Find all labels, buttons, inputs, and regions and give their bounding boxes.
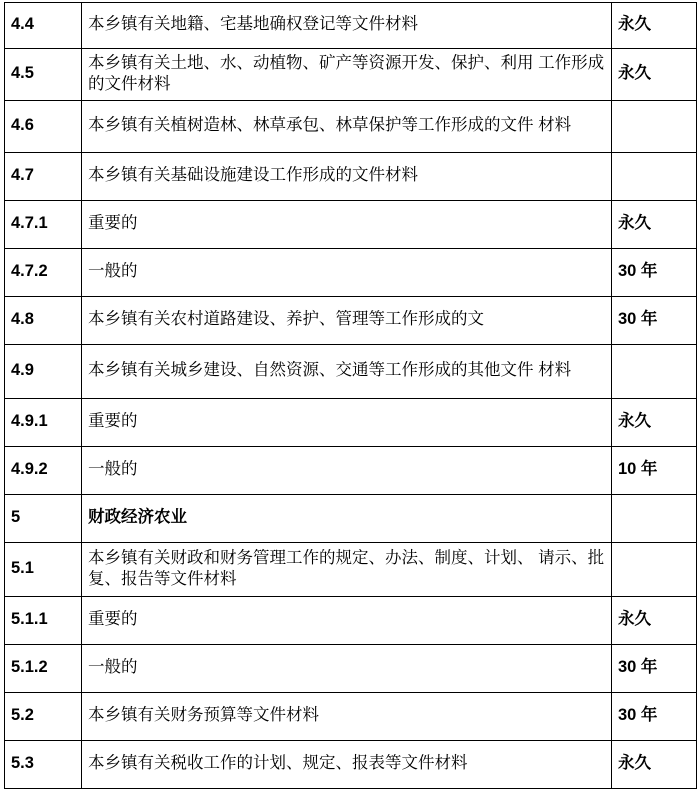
row-code-cell: 4.9.1 — [5, 399, 82, 447]
row-retention-cell: 永久 — [612, 597, 697, 645]
row-description-cell: 一般的 — [82, 645, 612, 693]
table-row — [5, 201, 697, 249]
row-description-cell: 本乡镇有关植树造林、林草承包、林草保护等工作形成的文件 材料 — [82, 101, 612, 153]
row-retention-cell: 永久 — [612, 741, 697, 789]
row-code-cell: 5.1.2 — [5, 645, 82, 693]
row-retention-cell — [612, 153, 697, 201]
row-code-cell: 5.1 — [5, 543, 82, 597]
row-code-cell: 5.3 — [5, 741, 82, 789]
row-retention-cell: 永久 — [612, 3, 697, 49]
row-code-cell: 4.6 — [5, 101, 82, 153]
row-retention-cell — [612, 345, 697, 399]
row-retention-cell: 30 年 — [612, 693, 697, 741]
table-body — [5, 3, 697, 789]
row-description-cell: 本乡镇有关税收工作的计划、规定、报表等文件材料 — [82, 741, 612, 789]
row-code-cell: 4.8 — [5, 297, 82, 345]
row-retention-cell: 10 年 — [612, 447, 697, 495]
row-retention-cell — [612, 495, 697, 543]
row-description-cell: 财政经济农业 — [82, 495, 612, 543]
row-retention-cell: 30 年 — [612, 645, 697, 693]
row-code-cell: 4.5 — [5, 49, 82, 101]
row-retention-cell: 30 年 — [612, 249, 697, 297]
row-description-cell: 重要的 — [82, 399, 612, 447]
row-description-cell: 一般的 — [82, 249, 612, 297]
row-code-cell: 4.9.2 — [5, 447, 82, 495]
row-description-cell: 重要的 — [82, 201, 612, 249]
row-description-cell: 本乡镇有关农村道路建设、养护、管理等工作形成的文 — [82, 297, 612, 345]
table-row — [5, 297, 697, 345]
row-retention-cell — [612, 101, 697, 153]
row-code-cell: 4.9 — [5, 345, 82, 399]
row-retention-cell: 永久 — [612, 49, 697, 101]
row-description-cell: 一般的 — [82, 447, 612, 495]
table-row — [5, 49, 697, 101]
table-row — [5, 495, 697, 543]
table-row — [5, 543, 697, 597]
row-description-cell: 本乡镇有关基础设施建设工作形成的文件材料 — [82, 153, 612, 201]
row-retention-cell: 30 年 — [612, 297, 697, 345]
table-row — [5, 645, 697, 693]
row-code-cell: 5.2 — [5, 693, 82, 741]
row-retention-cell: 永久 — [612, 399, 697, 447]
table-row — [5, 693, 697, 741]
row-description-cell: 本乡镇有关财务预算等文件材料 — [82, 693, 612, 741]
row-description-cell: 重要的 — [82, 597, 612, 645]
row-code-cell: 4.7.1 — [5, 201, 82, 249]
row-description-cell: 本乡镇有关土地、水、动植物、矿产等资源开发、保护、利用 工作形成的文件材料 — [82, 49, 612, 101]
row-code-cell: 4.7 — [5, 153, 82, 201]
table-row — [5, 597, 697, 645]
row-retention-cell — [612, 543, 697, 597]
table-row — [5, 101, 697, 153]
row-code-cell: 4.7.2 — [5, 249, 82, 297]
table-row — [5, 345, 697, 399]
table-row — [5, 153, 697, 201]
row-code-cell: 5 — [5, 495, 82, 543]
retention-schedule-table — [4, 2, 697, 789]
row-retention-cell: 永久 — [612, 201, 697, 249]
table-row — [5, 249, 697, 297]
table-row — [5, 741, 697, 789]
row-code-cell: 5.1.1 — [5, 597, 82, 645]
table-row — [5, 3, 697, 49]
table-row — [5, 447, 697, 495]
row-description-cell: 本乡镇有关财政和财务管理工作的规定、办法、制度、计划、 请示、批复、报告等文件材料 — [82, 543, 612, 597]
row-code-cell: 4.4 — [5, 3, 82, 49]
row-description-cell: 本乡镇有关城乡建设、自然资源、交通等工作形成的其他文件 材料 — [82, 345, 612, 399]
table-row — [5, 399, 697, 447]
document-page — [0, 2, 700, 794]
row-description-cell: 本乡镇有关地籍、宅基地确权登记等文件材料 — [82, 3, 612, 49]
